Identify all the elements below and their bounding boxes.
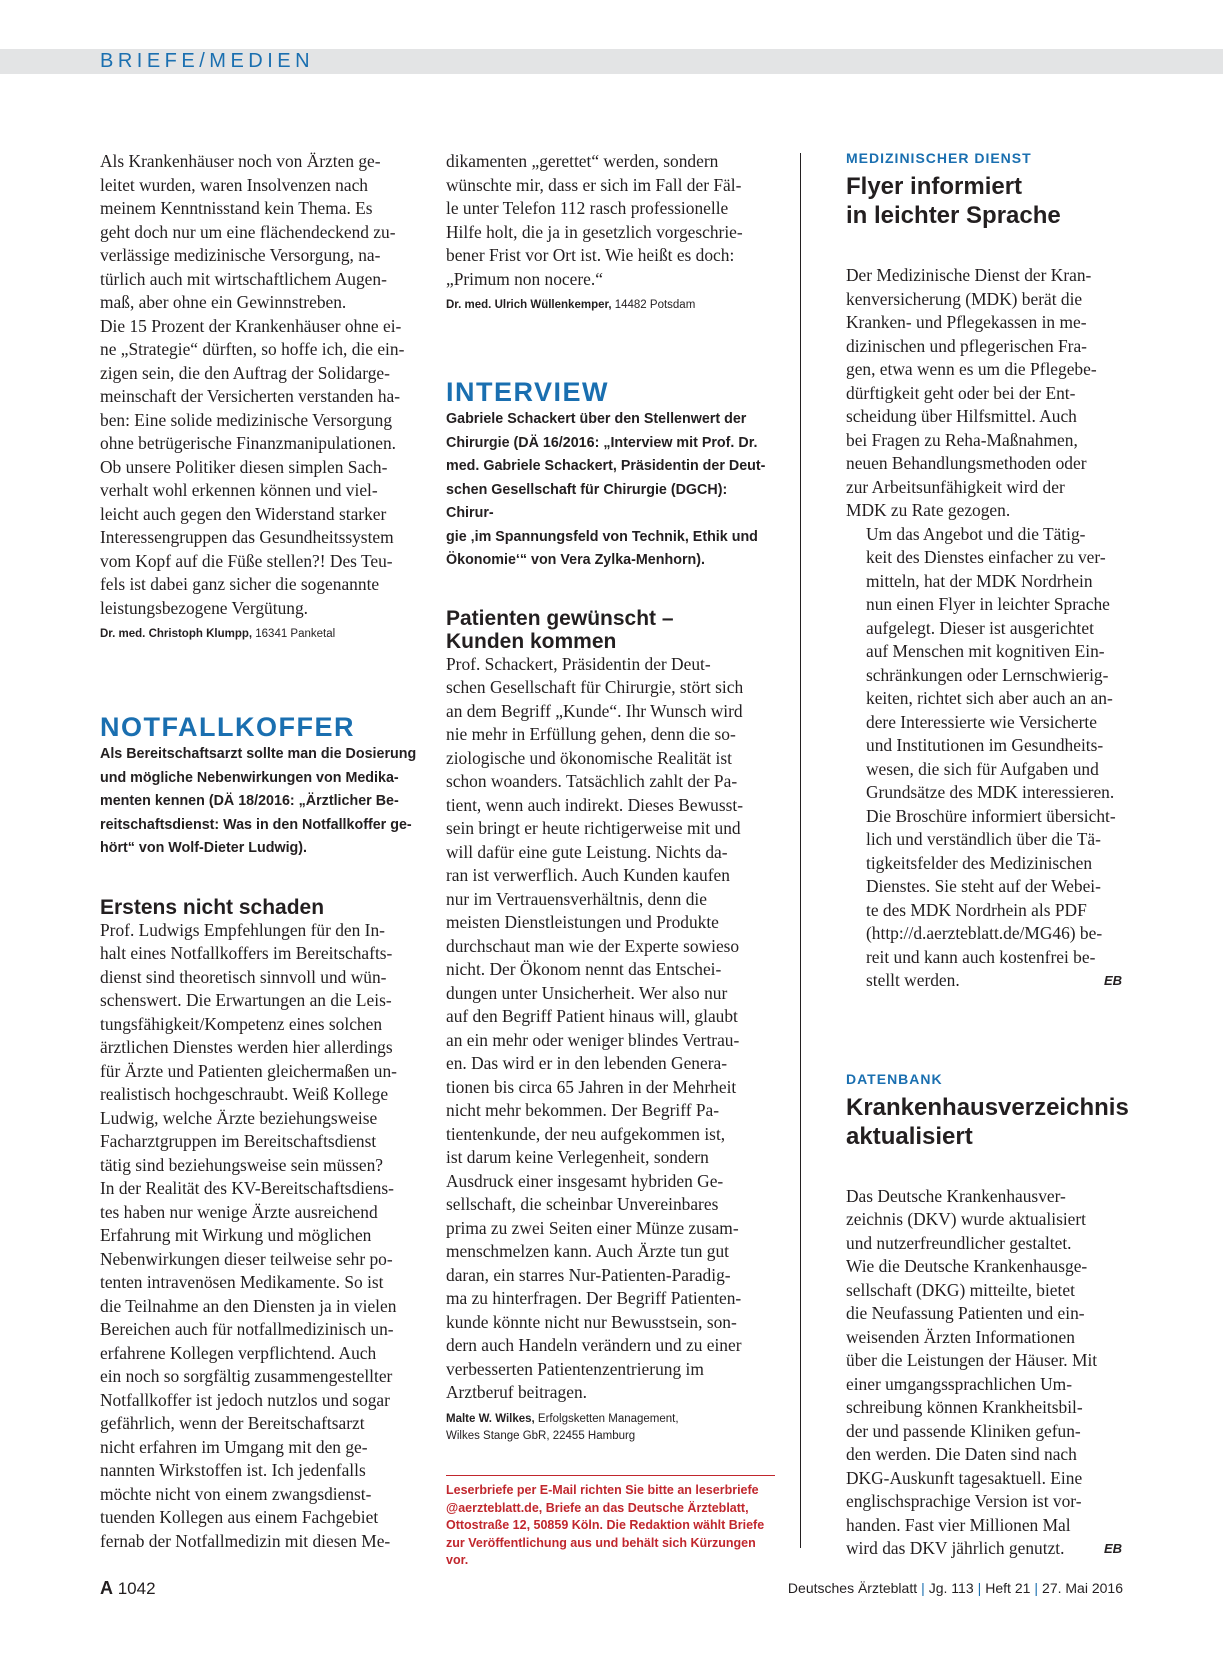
text-line: Als Krankenhäuser noch von Ärzten ge- [100, 151, 381, 171]
text-line: (http://d.aerzteblatt.de/MG46) be- [866, 923, 1103, 943]
text-line: möchte nicht von einem zwangsdienst- [100, 1483, 372, 1504]
editorial-note [446, 1482, 775, 1570]
text-line: ne „Strategie“ dürften, so hoffe ich, die ein- [100, 339, 405, 359]
text-line: weisenden Ärzten Informationen [846, 1326, 1075, 1347]
section-label: BRIEFE/MEDIEN [100, 50, 315, 72]
text-line: Notfallkoffer ist jedoch nutzlos und sogar [100, 1389, 390, 1410]
signature-klumpp: Dr. med. Christoph Klumpp, 16341 Panketal [100, 628, 336, 640]
text-line: dikamenten „gerettet“ werden, sondern [446, 151, 719, 171]
text-line: menten kennen (DÄ 18/2016: „Ärztlicher Be- [100, 793, 399, 809]
text-line: schen Gesellschaft für Chirurgie (DGCH): Chirur- [446, 481, 728, 521]
text-line: Ökonomie‘“ von Vera Zylka-Menhorn). [446, 552, 705, 568]
text-line: gie ‚im Spannungsfeld von Technik, Ethik und [446, 528, 758, 545]
letter-klumpp-body [100, 150, 427, 620]
text-line: auf Menschen mit kognitiven Ein- [866, 641, 1105, 661]
issue: Heft 21 [985, 1580, 1031, 1596]
text-line: Hilfe holt, die ja in gesetzlich vorgeschrie- [446, 221, 743, 242]
text-line: leitet wurden, waren Insolvenzen nach [100, 174, 368, 195]
text-line: der und passende Kliniken gefun- [846, 1420, 1081, 1441]
column-2 [446, 150, 775, 1570]
text-line: will dafür eine gute Leistung. Nichts da- [446, 841, 728, 862]
text-line: ben: Eine solide medizinische Versorgung [100, 409, 393, 430]
text-line: Interessengruppen das Gesundheitssystem [100, 527, 394, 547]
text-line: schenswert. Die Erwartungen an die Leis- [100, 990, 392, 1010]
text-line: maß, aber ohne ein Gewinnstreben. [100, 292, 347, 312]
text-line: Arztberuf beitragen. [446, 1382, 587, 1402]
text-line: Kranken- und Pflegekassen in me- [846, 312, 1087, 332]
text-line: über die Leistungen der Häuser. Mit [846, 1350, 1098, 1370]
text-line: leicht auch gegen den Widerstand starker [100, 503, 387, 524]
column-3 [846, 150, 1129, 1561]
text-line: tuenden Kollegen aus einem Fachgebiet [100, 1507, 379, 1527]
text-line: erfahrene Kollegen verpflichtend. Auch [100, 1342, 377, 1363]
article-mdk-para1 [846, 264, 1122, 523]
text-line: tes haben nur wenige Ärzte ausreichend [100, 1201, 378, 1222]
kicker-medizinischer-dienst: MEDIZINISCHER DIENST [846, 150, 1032, 166]
text-line: und Institutionen im Gesundheits- [866, 735, 1104, 755]
letter-notfallkoffer-body [100, 919, 427, 1554]
text-line: und nutzerfreundlicher gestaltet. [846, 1232, 1072, 1253]
text-line: tient, wenn auch indirekt. Dieses Bewusst- [446, 794, 744, 815]
text-line: scheidung über Hilfsmittel. Auch [846, 406, 1077, 426]
text-line: ohne betrügerische Finanzmanipulationen. [100, 433, 397, 453]
text-line: schon woanders. Tatsächlich zahlt der Pa- [446, 771, 738, 791]
text-line: reit und kann auch kostenfrei be- [866, 946, 1096, 967]
footer-citation: Deutsches Ärzteblatt | Jg. 113 | Heft 21 | 27. Mai 2016 [787, 1580, 1123, 1596]
text-line: Grundsätze des MDK interessieren. [866, 782, 1115, 802]
text-line: geht doch nur um eine flächendeckend zu- [100, 221, 396, 242]
text-line: meisten Dienstleistungen und Produkte [446, 912, 719, 932]
text-line: Dienstes. Sie steht auf der Webei- [866, 876, 1101, 896]
text-line: tigkeitsfelder des Medizinischen [866, 852, 1093, 873]
text-line: le unter Telefon 112 rasch professionelle [446, 198, 729, 218]
text-line: realistisch hochgeschraubt. Weiß Kollege [100, 1084, 389, 1104]
text-line: aufgelegt. Dieser ist ausgerichtet [866, 617, 1094, 638]
text-line: hört“ von Wolf-Dieter Ludwig). [100, 840, 308, 856]
text-line: Ob unsere Politiker diesen simplen Sach- [100, 456, 388, 477]
article-dkv-body [846, 1185, 1122, 1561]
text-line: Das Deutsche Krankenhausver- [846, 1185, 1066, 1206]
text-line: Prof. Schackert, Präsidentin der Deut- [446, 653, 711, 674]
text-line: med. Gabriele Schackert, Präsidentin der Deut- [446, 458, 766, 474]
text-line: englischsprachige Version ist vor- [846, 1491, 1082, 1511]
text-line: einer umgangssprachlichen Um- [846, 1373, 1073, 1394]
text-line: kenversicherung (MDK) berät die [846, 288, 1083, 309]
text-line: zur Veröffentlichung aus und behält sich Kürzungen vor. [446, 1535, 756, 1567]
text-line: fels ist dabei ganz sicher die sogenannte [100, 574, 380, 594]
text-line: nie mehr in Erfüllung gehen, denn die so- [446, 724, 736, 744]
text-line: ist darum keine Verlegenheit, sondern [446, 1147, 709, 1167]
text-line: kunde könnte nicht nur Bewusstsein, son- [446, 1311, 737, 1332]
text-line: schen Gesellschaft für Chirurgie, stört sich [446, 677, 744, 697]
text-line: an dem Begriff „Kunde“. Ihr Wunsch wird [446, 700, 743, 721]
text-line: durchschaut man wie der Experte sowieso [446, 935, 740, 956]
text-line: wird das DKV jährlich genutzt. EB [846, 1537, 1122, 1561]
column-divider [800, 153, 801, 1548]
subhead-patienten-gewuenscht: Patienten gewünscht – Kunden kommen [446, 606, 674, 653]
text-line: sellschaft, die scheinbar Unvereinbares [446, 1194, 719, 1214]
text-line: tionen bis circa 65 Jahren in der Mehrheit [446, 1076, 737, 1097]
subhead-erstens-nicht-schaden: Erstens nicht schaden [100, 895, 325, 919]
journal-name: Deutsches Ärzteblatt [787, 1580, 918, 1596]
text-line: keit des Dienstes einfacher zu ver- [866, 547, 1106, 567]
volume: Jg. 113 [928, 1580, 974, 1596]
text-line: zeichnis (DKV) wurde aktualisiert [846, 1209, 1087, 1229]
text-line: menschmelzen kann. Auch Ärzte tun gut [446, 1241, 729, 1261]
text-line: Prof. Ludwigs Empfehlungen für den In- [100, 919, 385, 940]
text-line: nannten Wirkstoffen ist. Ich jedenfalls [100, 1460, 366, 1480]
text-line: und mögliche Nebenwirkungen von Medika- [100, 769, 399, 786]
text-line: Die 15 Prozent der Krankenhäuser ohne ei- [100, 315, 402, 336]
text-line: auf den Begriff Patient hinaus will, glaubt [446, 1006, 738, 1026]
text-line: ziologische und ökonomische Realität ist [446, 747, 732, 768]
text-line: te des MDK Nordrhein als PDF [866, 899, 1087, 920]
page-number: A 1042 [100, 1578, 156, 1598]
text-line: daran, ein starres Nur-Patienten-Paradig- [446, 1264, 731, 1285]
text-line: dere Interessierte wie Versicherte [866, 711, 1097, 732]
text-line: verlässige medizinische Versorgung, na- [100, 245, 381, 265]
text-line: Ludwig, welche Ärzte beziehungsweise [100, 1107, 378, 1128]
text-line: fernab der Notfallmedizin mit diesen Me- [100, 1530, 391, 1551]
text-line: dürftigkeit geht oder bei der Ent- [846, 382, 1076, 403]
text-line: Ottostraße 12, 50859 Köln. Die Redaktion wählt Briefe [446, 1518, 765, 1532]
text-line: Als Bereitschaftsarzt sollte man die Dosierung [100, 746, 417, 762]
headline-flyer: Flyer informiert in leichter Sprache [846, 173, 1061, 229]
text-line: lich und verständlich über die Tä- [866, 829, 1101, 849]
text-line: Nebenwirkungen dieser teilweise sehr po- [100, 1248, 393, 1269]
text-line: mitteln, hat der MDK Nordrhein [866, 570, 1093, 591]
article-mdk-para2 [846, 523, 1122, 993]
text-line: wünschte mir, dass er sich im Fall der Fäl- [446, 174, 742, 195]
text-line: dungen unter Unsicherheit. Wer also nur [446, 982, 728, 1003]
text-line: tätig sind beziehungsweise sein müssen? [100, 1154, 384, 1175]
text-line: „Primum non nocere.“ [446, 268, 603, 289]
text-line: nicht. Der Ökonom nennt das Entschei- [446, 959, 722, 979]
text-line: Die Broschüre informiert übersicht- [866, 805, 1116, 826]
text-line: den werden. Die Daten sind nach [846, 1444, 1077, 1464]
text-line: bei Fragen zu Reha-Maßnahmen, [846, 429, 1078, 450]
text-line: halt eines Notfallkoffers im Bereitschafts- [100, 943, 393, 963]
text-line: zigen sein, die den Auftrag der Solidarge- [100, 362, 390, 383]
lead-interview [446, 408, 775, 573]
letter-schackert-body [446, 653, 775, 1405]
text-line: reitschaftsdienst: Was in den Notfallkoffer ge- [100, 816, 412, 833]
text-line: Erfahrung mit Wirkung und möglichen [100, 1225, 372, 1245]
date: 27. Mai 2016 [1042, 1580, 1123, 1596]
column-1 [100, 150, 427, 1553]
text-line: dizinischen und pflegerischen Fra- [846, 335, 1087, 356]
text-line: dienst sind theoretisch sinnvoll und wün- [100, 966, 387, 987]
text-line: bener Frist vor Ort ist. Wie heißt es doch: [446, 245, 735, 265]
text-line: verbesserten Patientenzentrierung im [446, 1358, 704, 1379]
text-line: vom Kopf auf die Füße stellen?! Des Teu- [100, 550, 393, 571]
text-line: Chirurgie (DÄ 16/2016: „Interview mit Prof. Dr. [446, 434, 758, 451]
text-line: In der Realität des KV-Bereitschaftsdiens- [100, 1178, 394, 1198]
text-line: türlich auch mit wirtschaftlichem Augen- [100, 268, 387, 289]
text-line: nur im Vertrauensverhältnis, denn die [446, 888, 707, 909]
text-line: prima zu zwei Seiten einer Münze zusam- [446, 1217, 739, 1238]
text-line: ärztlichen Dienstes werden hier allerdings [100, 1037, 393, 1057]
text-line: meinschaft der Versicherten verstanden ha- [100, 386, 401, 406]
note-divider [446, 1475, 775, 1477]
author-initials: EB [1103, 1541, 1122, 1556]
signature-wuellenkemper: Dr. med. Ulrich Wüllenkemper, 14482 Potsdam [446, 299, 696, 311]
text-line: nicht mehr bekommen. Der Begriff Pa- [446, 1100, 720, 1120]
author-initials: EB [1103, 973, 1122, 988]
text-line: nun einen Flyer in leichter Sprache [866, 594, 1110, 614]
text-line: für Ärzte und Patienten gleichermaßen un- [100, 1060, 397, 1081]
signature-wilkes: Malte W. Wilkes, Erfolgsketten Management, Wilkes Stange GbR, 22455 Hamburg [446, 1412, 679, 1442]
text-line: nicht erfahren im Umgang mit den ge- [100, 1436, 368, 1457]
text-line: sellschaft (DKG) mitteilte, bietet [846, 1279, 1075, 1300]
text-line: tenten intravenösen Medikamente. So ist [100, 1272, 384, 1292]
lead-notfallkoffer [100, 743, 427, 861]
text-line: wesen, die sich für Aufgaben und [866, 758, 1099, 779]
text-line: stellt werden. EB [846, 969, 1122, 993]
text-line: die Teilnahme an den Diensten ja in vielen [100, 1295, 397, 1316]
text-line: Gabriele Schackert über den Stellenwert der [446, 411, 747, 427]
text-line: zur Arbeitsunfähigkeit wird der [846, 476, 1065, 497]
text-line: schränkungen oder Lernschwierig- [866, 664, 1109, 685]
text-line: Leserbriefe per E-Mail richten Sie bitte an leserbriefe [446, 1483, 759, 1497]
text-line: ma zu hinterfragen. Der Begriff Patienten- [446, 1288, 742, 1308]
text-line: gen, etwa wenn es um die Pflegebe- [846, 359, 1097, 379]
text-line: Facharztgruppen im Bereitschaftsdienst [100, 1131, 377, 1151]
text-line: verhalt wohl erkennen können und viel- [100, 480, 378, 500]
text-line: DKG-Auskunft tagesaktuell. Eine [846, 1467, 1083, 1488]
text-line: keiten, richtet sich aber auch an an- [866, 688, 1113, 708]
text-line: Der Medizinische Dienst der Kran- [846, 265, 1092, 285]
text-line: die Neufassung Patienten und ein- [846, 1303, 1085, 1323]
text-line: meinem Kenntnisstand kein Thema. Es [100, 198, 373, 218]
text-line: Ausdruck einer insgesamt hybriden Ge- [446, 1170, 724, 1191]
text-line: dern auch Handeln verändern und zu einer [446, 1335, 742, 1355]
text-line: ein noch so sorgfältig zusammengestellter [100, 1366, 393, 1386]
kicker-notfallkoffer: NOTFALLKOFFER [100, 712, 355, 742]
text-line: ran ist verwerflich. Auch Kunden kaufen [446, 865, 730, 885]
text-line: tientenkunde, der neu aufgekommen ist, [446, 1123, 726, 1144]
text-line: neuen Behandlungsmethoden oder [846, 453, 1087, 473]
text-line: en. Das wird er in den lebenden Genera- [446, 1053, 728, 1073]
text-line: schreibung können Krankheitsbil- [846, 1397, 1083, 1417]
text-line: an ein mehr oder weniger blindes Vertrau- [446, 1029, 740, 1050]
text-line: gefährlich, wenn der Bereitschaftsarzt [100, 1413, 365, 1433]
text-line: sein bringt er heute richtigerweise mit und [446, 818, 741, 838]
kicker-interview: INTERVIEW [446, 377, 610, 407]
letter-continuation-body [446, 150, 775, 291]
text-line: tungsfähigkeit/Kompetenz eines solchen [100, 1013, 383, 1034]
text-line: Um das Angebot und die Tätig- [866, 523, 1086, 544]
text-line: Bereichen auch für notfallmedizinisch un- [100, 1319, 394, 1339]
text-line: Wie die Deutsche Krankenhausge- [846, 1256, 1088, 1276]
kicker-datenbank: DATENBANK [846, 1070, 943, 1087]
text-line: leistungsbezogene Vergütung. [100, 597, 309, 618]
text-line: MDK zu Rate gezogen. [846, 500, 1011, 520]
text-line: @aerzteblatt.de, Briefe an das Deutsche Ärzteblatt, [446, 1500, 749, 1515]
text-line: handen. Fast vier Millionen Mal [846, 1514, 1071, 1535]
headline-krankenhausverzeichnis: Krankenhausverzeichnis aktualisiert [846, 1093, 1129, 1150]
